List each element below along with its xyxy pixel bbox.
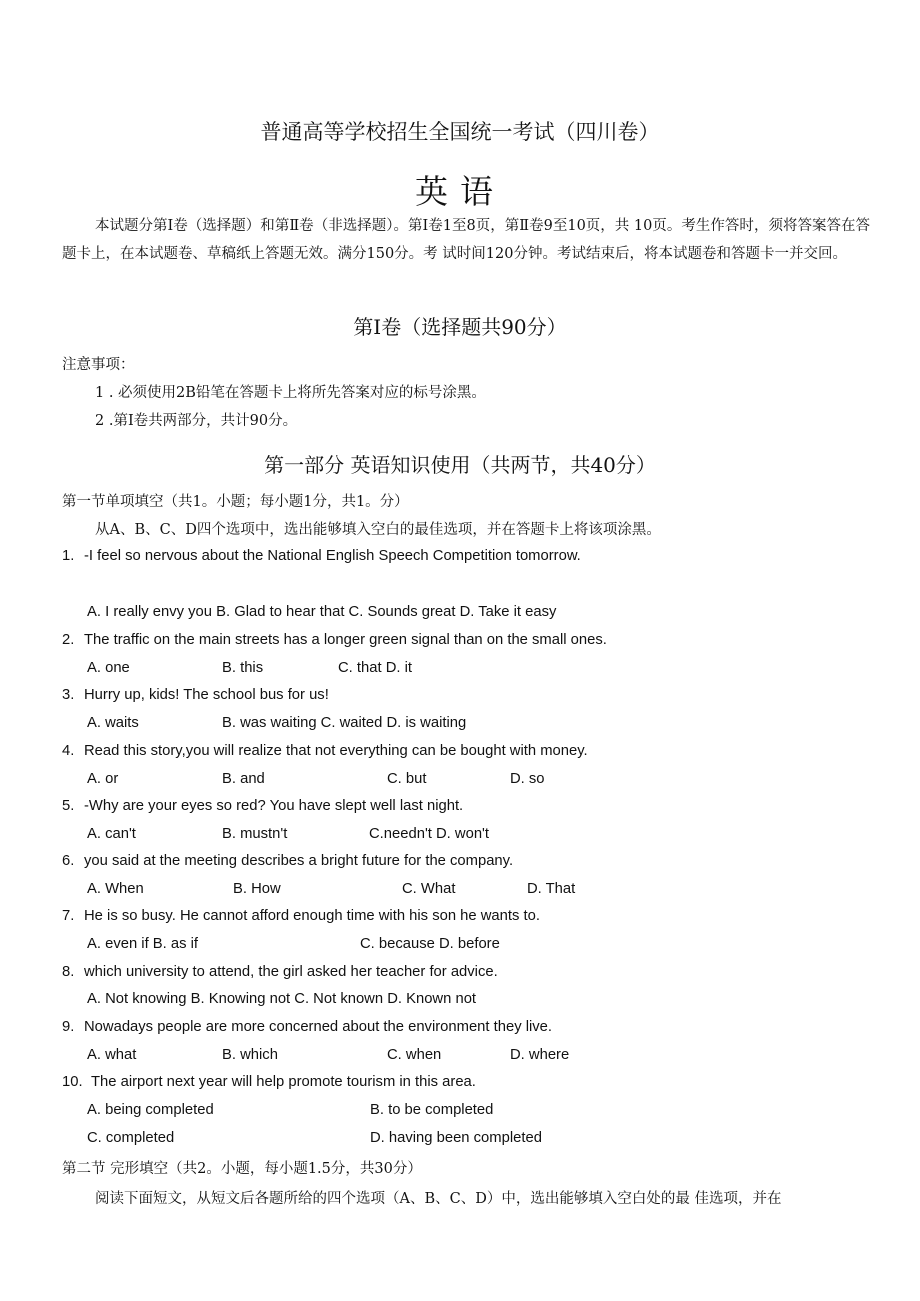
question-text: The airport next year will help promote tourism in this area. <box>91 1074 476 1090</box>
question-number: 8. <box>62 964 75 980</box>
option: A. I really envy you B. Glad to hear that C. Sounds great D. Take it easy <box>87 604 557 620</box>
option: A. waits <box>87 715 139 731</box>
question-number: 10. <box>62 1074 83 1090</box>
option: C. because D. before <box>360 936 500 952</box>
option: B. was waiting C. waited D. is waiting <box>222 715 467 731</box>
option: D. so <box>510 771 545 787</box>
option: C. What <box>402 881 456 897</box>
notice-item: 2 .第Ⅰ卷共两部分，共计90分。 <box>95 413 298 429</box>
question-text: -Why are your eyes so red? You have slept well last night. <box>84 798 464 814</box>
option: B. mustn't <box>222 826 288 842</box>
section2-title: 第二节 完形填空（共2。小题，每小题1.5分，共30分） <box>62 1161 422 1177</box>
option: A. Not knowing B. Knowing not C. Not known D. Known not <box>87 991 477 1007</box>
question-text: which university to attend, the girl asked her teacher for advice. <box>84 964 498 980</box>
question-text: He is so busy. He cannot afford enough time with his son he wants to. <box>84 908 540 924</box>
section1-title: 第一节单项填空（共1。小题；每小题1分，共1。分） <box>62 494 409 510</box>
section-heading: 第一部分 英语知识使用（共两节，共40分） <box>264 453 656 477</box>
question-number: 6. <box>62 853 75 869</box>
option: B. How <box>233 881 281 897</box>
notice-item: 1 . 必须使用2B铅笔在答题卡上将所先答案对应的标号涂黑。 <box>95 385 486 401</box>
option: B. and <box>222 771 265 787</box>
option: C. that D. it <box>338 660 413 676</box>
question-number: 9. <box>62 1019 75 1035</box>
option: B. which <box>222 1047 278 1063</box>
question-text: Nowadays people are more concerned about the environment they live. <box>84 1019 553 1035</box>
option: B. this <box>222 660 264 676</box>
question-text: -I feel so nervous about the National English Speech Competition tomorrow. <box>84 548 581 564</box>
option: C. when <box>387 1047 442 1063</box>
intro-text: 本试题分第Ⅰ卷（选择题）和第Ⅱ卷（非选择题）。第Ⅰ卷1至8页，第Ⅱ卷9至10页，共 10页。考生作答时，须将答案答在答题卡上，在本试题卷、草稿纸上答题无效。满分150分。考 试时间120分钟。考试结束后，将本试题卷和答题卡一并交回。 <box>62 218 870 262</box>
question-number: 7. <box>62 908 75 924</box>
option: A. one <box>87 660 130 676</box>
exam-title: 普通高等学校招生全国统一考试（四川卷） <box>260 120 660 144</box>
option: D. having been completed <box>370 1130 542 1146</box>
option: A. can't <box>87 826 136 842</box>
question-number: 5. <box>62 798 75 814</box>
question-number: 4. <box>62 743 75 759</box>
question-text: Hurry up, kids! The school bus for us! <box>84 687 329 703</box>
option: A. or <box>87 771 119 787</box>
option: D. where <box>510 1047 570 1063</box>
option: C. but <box>387 771 427 787</box>
option: A. When <box>87 881 144 897</box>
question-number: 3. <box>62 687 75 703</box>
section2-instruction: 阅读下面短文，从短文后各题所给的四个选项（A、B、C、D）中，选出能够填入空白处的最 佳选项，并在 <box>95 1191 782 1207</box>
part1-heading: 第Ⅰ卷（选择题共90分） <box>353 315 567 339</box>
option: A. what <box>87 1047 137 1063</box>
option: D. That <box>527 881 576 897</box>
option: A. even if B. as if <box>87 936 199 952</box>
option: C. completed <box>87 1130 175 1146</box>
option: A. being completed <box>87 1102 214 1118</box>
intro-paragraph <box>62 212 870 268</box>
question-text: Read this story,you will realize that not everything can be bought with money. <box>84 743 588 759</box>
option: B. to be completed <box>370 1102 494 1118</box>
question-text: The traffic on the main streets has a longer green signal than on the small ones. <box>84 632 607 648</box>
option: C.needn't D. won't <box>369 826 489 842</box>
question-text: you said at the meeting describes a bright future for the company. <box>84 853 514 869</box>
notice-label: 注意事项： <box>62 357 135 373</box>
question-number: 2. <box>62 632 75 648</box>
question-number: 1. <box>62 548 75 564</box>
subject-heading: 英语 <box>415 172 505 211</box>
section1-instruction: 从A、B、C、D四个选项中，选出能够填入空白的最佳选项，并在答题卡上将该项涂黑。 <box>95 522 661 538</box>
